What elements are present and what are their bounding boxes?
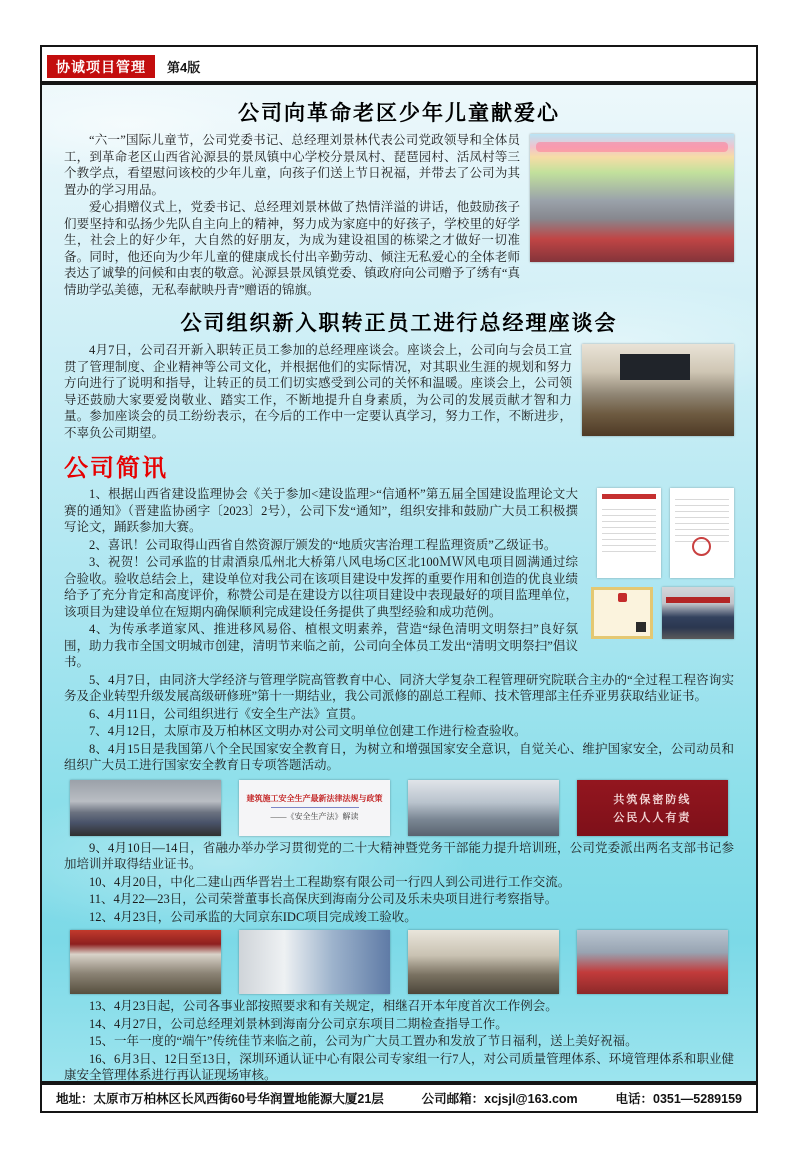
symposium-photo-screen	[620, 354, 690, 380]
footer-address: 地址：太原市万柏林区长风西街60号华润置地能源大厦21层	[56, 1092, 384, 1106]
symposium-photo	[582, 344, 734, 436]
brief-item-8: 8、4月15日是我国第八个全民国家安全教育日，为树立和增强国家安全意识，自觉关心、维护国家安全，公司动员和组织广大员工进行国家安全教育日专项答题活动。	[64, 741, 734, 772]
safety-slide-title: 建筑施工安全生产最新法律法规与政策	[246, 794, 383, 803]
notice-doc-red-header	[602, 494, 656, 499]
brief-item-7: 7、4月12日，太原市及万柏林区文明办对公司文明单位创建工作进行检查验收。	[89, 724, 527, 738]
footer-email-label: 公司邮箱：	[421, 1092, 485, 1106]
article1-paragraph-1: “六一”国际儿童节，公司党委书记、总经理刘景林代表公司党政领导和全体员工，到革命老区山西省沁源县的景凤镇中心学校分景凤村、琵琶园村、活凤村等三个教学点，看望慰问该校的少年儿童，向孩子们送上节日祝福，并带去了公司为其置办的学习用品。	[64, 133, 520, 197]
photo-secrecy-slide	[577, 780, 728, 836]
briefs-block-1	[64, 486, 734, 775]
childrens-day-banner	[536, 142, 728, 152]
footer-phone	[615, 1089, 742, 1107]
footer-email	[422, 1089, 578, 1107]
brief-item-14: 14、4月27日，公司总经理刘景林到海南分公司京东项目二期检查指导工作。	[89, 1016, 508, 1031]
article-childrens-day	[64, 97, 734, 299]
photo-conference-red-banner	[70, 930, 221, 994]
qr-code-icon	[636, 622, 646, 632]
brief-item-3: 3、祝贺！公司承监的甘肃酒泉瓜州北大桥第八风电场C区北100ＭＷ风电项目圆满通过综合验收。验收总结会上，建设单位对我公司在该项目建设中发挥的重要作用和创造的优良业绩给予了充分肯定和高度评价，称赞公司是在建设方以往项目建设中表现最好的项目监理单位，该项目为建设单位在短期内确保顺利完成建设任务提供了典型经验和成功范例。	[64, 555, 578, 619]
footer-email-value: xcjsjl@163.com	[484, 1092, 578, 1106]
red-seal-icon	[692, 537, 711, 556]
sealed-document-image	[670, 488, 734, 578]
brief-item-16: 16、6月3日、12日至13日，深圳环通认证中心有限公司专家组一行7人，对公司质量管理体系、环境管理体系和职业健康安全管理体系进行再认证现场审核。	[64, 1051, 734, 1081]
group-photo-image	[662, 587, 734, 639]
brief-item-2: 2、喜讯！公司取得山西省自然资源厅颁发的“地质灾害治理工程监理资质”乙级证书。	[89, 537, 557, 552]
briefs-block-3	[64, 998, 734, 1081]
national-emblem-icon	[618, 593, 627, 602]
briefs-block-2	[64, 840, 734, 926]
brief-item-11: 11、4月22—23日，公司荣誉董事长高保庆到海南分公司及乐未央项目进行考察指导。	[89, 892, 558, 906]
page-content	[42, 85, 756, 1081]
article1-title: 公司向革命老区少年儿童献爱心	[238, 101, 560, 125]
secrecy-slide-line2: 公民人人有责	[613, 811, 692, 824]
photo-office-meeting	[408, 930, 559, 994]
qualification-certificate-image	[591, 587, 653, 639]
brief-item-5: 5、4月7日，由同济大学经济与管理学院高管教育中心、同济大学复杂工程管理研究院联合主办的“全过程工程咨询实务及企业转型升级发展高级研修班”第十一期结业，我公司派修的副总工程师、技术管理部主任乔亚男获取结业证书。	[64, 672, 734, 703]
article1-paragraph-2: 爱心捐赠仪式上，党委书记、总经理刘景林做了热情洋溢的讲话，他鼓励孩子们要坚持和弘扬少先队自主向上的精神，努力成为家庭中的好孩子，学校里的好学生，社会上的好少年，大自然的好朋友，为成为建设祖国的栋梁之才做好一切准备。同时，他还向为少年儿童的健康成长付出辛勤劳动、倾注无私爱心的全体老师表达了诚挚的问候和由衷的敬意。沁源县景凤镇党委、镇政府向公司赠予了绣有“真情助学弘美德，无私奉献映丹青”赠语的锦旗。	[64, 200, 520, 297]
brief-item-12: 12、4月23日，公司承监的大同京东IDC项目完成竣工验收。	[89, 909, 417, 924]
brief-item-6: 6、4月11日，公司组织进行《安全生产法》宣贯。	[89, 706, 364, 721]
brand-badge: 协诚项目管理	[47, 55, 155, 78]
footer	[42, 1085, 756, 1111]
brief-item-15: 15、一年一度的“端午”传统佳节来临之前，公司为广大员工置办和发放了节日福利，送上美好祝福。	[89, 1034, 638, 1048]
footer-phone-label: 电话：	[615, 1092, 653, 1106]
secrecy-slide-line1: 共筑保密防线	[613, 793, 692, 806]
photo-red-table-meeting	[577, 930, 728, 994]
edition-label: 第4版	[167, 59, 201, 75]
newsletter-page	[40, 45, 758, 1113]
briefs-media-column	[588, 488, 734, 639]
notice-doc-text-lines	[602, 504, 656, 556]
brief-item-4: 4、为传承孝道家风、推进移风易俗、植根文明素养，营造“绿色清明文明祭扫”良好氛围，助力我市全国文明城市创建，清明节来临之前，公司向全体员工发出“清明文明祭扫”倡议书。	[64, 622, 578, 669]
brief-item-9: 9、4月10日—14日，省融办举办学习贯彻党的二十大精神暨党务干部能力提升培训班，公司党委派出两名支部书记参加培训并取得结业证书。	[64, 840, 734, 871]
briefs-heading: 公司简讯	[64, 455, 168, 482]
notice-document-image	[597, 488, 661, 578]
brief-item-13: 13、4月23日起，公司各事业部按照要求和有关规定，相继召开本年度首次工作例会。	[89, 999, 558, 1013]
childrens-day-photo	[530, 134, 734, 262]
photo-safety-law-slide	[239, 780, 390, 836]
article-symposium	[64, 307, 734, 442]
footer-phone-value: 0351—5289159	[653, 1092, 742, 1106]
brief-item-1: 1、根据山西省建设监理协会《关于参加<建设监理>“信通杯”第五届全国建设监理论文大赛的通知》（晋建监协函字〔2023〕2号），公司下发“通知”，组织安排和鼓励广大员工积极撰写论文，踊跃参加大赛。	[64, 487, 578, 534]
photo-strip-1	[70, 780, 728, 836]
article2-title: 公司组织新入职转正员工进行总经理座谈会	[180, 311, 618, 335]
photo-strip-2	[70, 930, 728, 994]
article2-paragraph-1: 4月7日，公司召开新入职转正员工参加的总经理座谈会。座谈会上，公司向与会员工宣贯了管理制度、企业精神等公司文化，并根据他们的实际情况，对其职业生涯的规划和努力方向进行了说明和指导，让转正的员工们切实感受到公司的关怀和温暖。座谈会上，公司领导还鼓励大家要爱岗敬业、踏实工作，不断地提升自身素质，为公司的发展贡献才智和力量。参加座谈会的员工纷纷表示，在今后的工作中一定要认真学习，努力工作，不断进步，不辜负公司期望。	[64, 343, 572, 440]
photo-hallway-display-boards	[239, 930, 390, 994]
masthead	[42, 47, 756, 81]
brief-item-10: 10、4月20日，中化二建山西华晋岩土工程勘察有限公司一行四人到公司进行工作交流。	[89, 874, 571, 889]
photo-meeting-room-1	[408, 780, 559, 836]
group-photo-banner	[666, 597, 730, 603]
photo-group-before-building	[70, 780, 221, 836]
safety-slide-subtitle: ——《安全生产法》解读	[271, 807, 359, 822]
